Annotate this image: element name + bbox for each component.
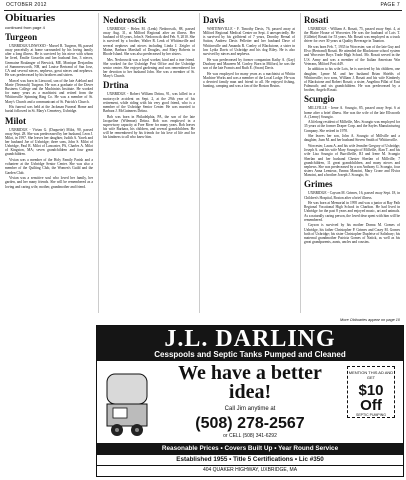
section-continued: continued from page 4	[5, 25, 45, 30]
ad-services-band: Reasonable Prices • Covers Built Up • Year Round Service	[97, 443, 403, 455]
ad-company-name: J.L. DARLING	[164, 326, 336, 352]
septic-truck-icon	[103, 366, 151, 441]
obituary-list	[203, 15, 295, 88]
section-title: Obituaries	[5, 13, 56, 24]
obituary-name: Turgeon	[5, 32, 38, 42]
obituary-paragraph: He was born Feb. 7, 1935 in Worcester, son of the late Guy and Elvo (Bertrand) Rosati. He attended the Blackstone school system and Worcester Boys Trade High School. Mr. Rosati served in the U.S. Army and was a member of the Italian American War Veterans, Milford Post #49.	[304, 45, 400, 66]
obituary-paragraph: Marcel was born in Linwood, son of the late Adelard and Marie (Tetreault) Turgeon. He was a graduate of the Dover Business College and the Machinists Institute. He worked for many years as a machinist and retired from the Whitinsville Spinning Ring Co. He was a member of St. Mary's Church and a communicant of St. Patrick's Church.	[5, 78, 93, 104]
obituary-paragraph: UXBRIDGE - William A. Rosati, 75, passed away Sept. 4, at the Blaire House of Worcester. He was the husband of Lois T. (Gillette) Rosati for 53 years. Mr. Rosati was employed as a truck driver for over 30 years at Quality Beverage in Taunton.	[304, 27, 400, 44]
obituary-name: Scungio	[304, 94, 335, 105]
obituary-paragraph: Worcester, Laura A. and his wife Jennifer Gregory of Uxbridge; Joseph A. and his wife Mary Scungio of Millville, Alan T. and his wife Lisa Scungio of Burrillville, RI and Irene M. Scungio Sherlan and her husband Chester Sherlan of Millville; 7 grandchildren, 11 great grandchildren, and many nieces and nephews. She was predeceased by a son Anthony G. Scungio, four sisters Anna Lemieux, Emma Mancini, Mary Crone and Elvira Mancini, and a brother Joseph J. Scungio, Sr.	[304, 144, 400, 178]
column-divider	[300, 13, 301, 313]
advertisement	[96, 325, 404, 477]
header-rule	[4, 10, 402, 11]
obituary-paragraph: He was born at Memorial in 1995 and was a junior at Bay Path Regional Vocational High School in Charlton. He had lived in Uxbridge for the past 8 years and enjoyed music, art and animals. As a naturally caring person, the loved dear spent with him will be remembered.	[304, 201, 400, 222]
obituary-name: Davis	[203, 15, 225, 25]
obituary-paragraph: UXBRIDGE - Robert William Drtina, 91, was killed in a motorcycle accident on Sept. 2, at the 29th year of his retirement, while riding with his very good friend, who is a member of the Uxbridge Senior Center. He was married to Barbara J. McGuinness Drtina.	[103, 92, 195, 113]
column-divider	[98, 13, 99, 313]
coupon-value: $10 Off	[358, 382, 384, 414]
obituary-paragraph: Vivian was a sensitive soul who loved her family, her garden, and her many friends. She will be remembered as a loving and caring wife, mother, grandmother and friend.	[5, 176, 93, 189]
obituary-name: Drtina	[103, 80, 129, 91]
ad-address: 404 QUAKER HIGHWAY, UXBRIDGE, MA	[202, 467, 298, 473]
issue-date: OCTOBER 2012	[6, 2, 47, 8]
ad-banner	[97, 326, 403, 361]
ad-cell-phone[interactable]: or CELL (508) 341-6292	[223, 433, 277, 439]
obituary-list	[103, 15, 195, 140]
obituary-paragraph: He was employed for many years as a machinist at Whitin Machine Works and was a member of the Local Lodge. He was a devoted family man and friend to all. He enjoyed fishing, hunting, camping and was a fan of the Boston Bruins.	[203, 71, 295, 89]
ad-coupon	[347, 366, 395, 418]
obituary-paragraph: WHITINSVILLE - F. Timothy Davis, 76, passed away at Milford Regional Medical Center on Sept. 4 unexpectedly. He is survived by his girlfriend of 7 years, Dorothy Bernal of Sutton, Andrew Davis Pelletier and her husband Dave of Whitinsville and Amanda R. Conley of Blackstone, a sister in law Lydia Davis of Uxbridge and his dog Riley. He is also survived by nieces and nephews.	[203, 27, 295, 56]
obituary-name: Milot	[5, 115, 26, 126]
obituary-paragraph: His funeral was held at the Jackman Funeral Home and burial followed in St. Mary's Cemetery, Uxbridge.	[5, 105, 93, 114]
obituary-name: Rosati	[304, 15, 329, 25]
ad-established-band: Established 1955 • Title 5 Certifications • Lic #350	[97, 455, 403, 466]
obituary-name: Nedoroscik	[103, 15, 147, 25]
obituary-paragraph: She leaves her son, John A. Scungio of Millville and a daughter, Joan M. and her husband Steven Smith of Whitinsville.	[304, 134, 400, 143]
obituary-paragraph: A lifelong resident of Millville, Mrs. Scungio was employed for 35 years at the former Draper Corp. and the Sayles Manufacturing Company. She retired in 1978.	[304, 120, 400, 133]
ad-call-label: Call Jim anytime at	[224, 406, 276, 412]
obituary-name: Grimes	[304, 179, 333, 190]
obituary-paragraph: UXBRIDGE - Vivian G. (Duquette) Milot, 90, passed away Sept. 28. She was predeceased by her husband, Leon J. Milot, in 1997. She leaves her daughter, Judith A. Yacek and her husband Joe of Uxbridge; three sons, John S. Milot of Uxbridge, Paul R. Milot of Lancaster, PA, Charles A. Milot of Kingston, MA; seven grandchildren and four great grandchildren.	[5, 127, 93, 157]
obituary-list	[5, 32, 93, 189]
column-1	[5, 13, 93, 478]
column-divider	[199, 13, 200, 313]
more-obituaries-note: More Obituaries appear on page 10	[340, 318, 400, 322]
coupon-label: MENTION THIS AD AND GET	[348, 370, 394, 380]
ad-tagline: Cesspools and Septic Tanks Pumped and Cleaned	[154, 350, 346, 359]
obituary-paragraph: Cayson is survived by his mother Donna M. Gomes of Uxbridge, his father Christopher P. Grimes and Casey M. Gomes both of Uxbridge; his sister Christopher Dupleise of Salisbury; his maternal grandmother Patricia Gomes of Natick, as well as his great grandparents, aunts, uncles and cousins.	[304, 223, 400, 245]
coupon-sub: SEPTIC PUMPING	[356, 413, 386, 417]
obituary-paragraph: In addition to his wife Lois, he is survived by his children, one daughter, Lynne M. and her husband Brian Shields of Whitinsville; two sons, William J. Rosati and his wife Kimberly of Blackstone and Robert Rosati; a sister, Angelina Pillai of East Falmouth; and six grandchildren. He was predeceased by a brother, Angelo Rosati.	[304, 67, 400, 93]
ad-headline: We have a better idea!	[178, 362, 322, 403]
obituary-list	[304, 15, 400, 244]
page-header	[4, 2, 402, 10]
obituary-paragraph: Mrs. Nedoroscik was a loyal worker, kind and a true friend. She worked for the Uxbridge Post Office and the Uxbridge senior center. She enjoyed gardening and was remembered for her devotion to her husband John. She was a member of St. Mary's Church.	[103, 57, 195, 79]
obituary-paragraph: Vivian was a member of the Holy Family Parish and a volunteer at the Uxbridge Senior Center. She was also a member of the Quilting Club, the Women's Guild and the Garden Club.	[5, 158, 93, 175]
obituary-paragraph: UXBRIDGE/LINWOOD - Marcel R. Turgeon, 86, passed away peacefully at home surrounded by his loving family after a long illness. He is survived by his niece with whom he lived, Emilie Gosselin and her husband Jim, 3 nieces, Germaine Boulanger of Berwick, ME, Monique Desjardins of Summersworth, NH, and Louise Bertrand of San Jose, CA and several nieces, nephews, great nieces and nephews. He was predeceased by his brothers and sisters.	[5, 44, 93, 78]
obituary-paragraph: Bob was born in Philadelphia, PA, the son of the late Jacqueline (Wileman) Drtina. Bob was employed in a supervisory capacity at Fore River for many years. Bob leaves his wife Barbara, his children, and several grandchildren. He will be remembered by his friends for his love of life and for his kindness to all who knew him.	[103, 114, 195, 140]
obituary-paragraph: UXBRIDGE - Helen M. (Lenk) Nedoroscik, 88, passed away Aug. 31, at Milford Regional after an illness. Her husband of 63 years, John S. Nedoroscik died Feb. 9, 2010. She is survived by a brother, Walter R. Lenk of Whitinsville and several nephews and nieces including Linda J. Zeigler of Maine, Barbara Marshall of Douglas, and Mary Roberts in Rhode Island. She was also predeceased by her sisters.	[103, 27, 195, 56]
obituary-paragraph: MILLVILLE - Irene A. Scungio, 85, passed away Sept. 6 at home after a brief illness. She was the wife of the late Ellsworth A. (Lenny) Scungio.	[304, 106, 400, 119]
obituary-paragraph: He was predeceased by former companion Kathy A. (Gay) Duxbury and Maureen M. Conley. Born in Milford, he was the son of the late Francis and Ruth E. (Swan) Davis.	[203, 57, 295, 70]
column-2	[103, 13, 195, 318]
column-3	[203, 13, 295, 318]
ad-phone[interactable]: (508) 278-2567	[195, 415, 305, 432]
column-4	[304, 13, 400, 318]
obituary-paragraph: UXBRIDGE - Cayson M. Grimes, 16, passed away Sept. 18, in Children's Hospital, Boston after a brief illness.	[304, 191, 400, 200]
page-number: PAGE 7	[380, 2, 400, 8]
